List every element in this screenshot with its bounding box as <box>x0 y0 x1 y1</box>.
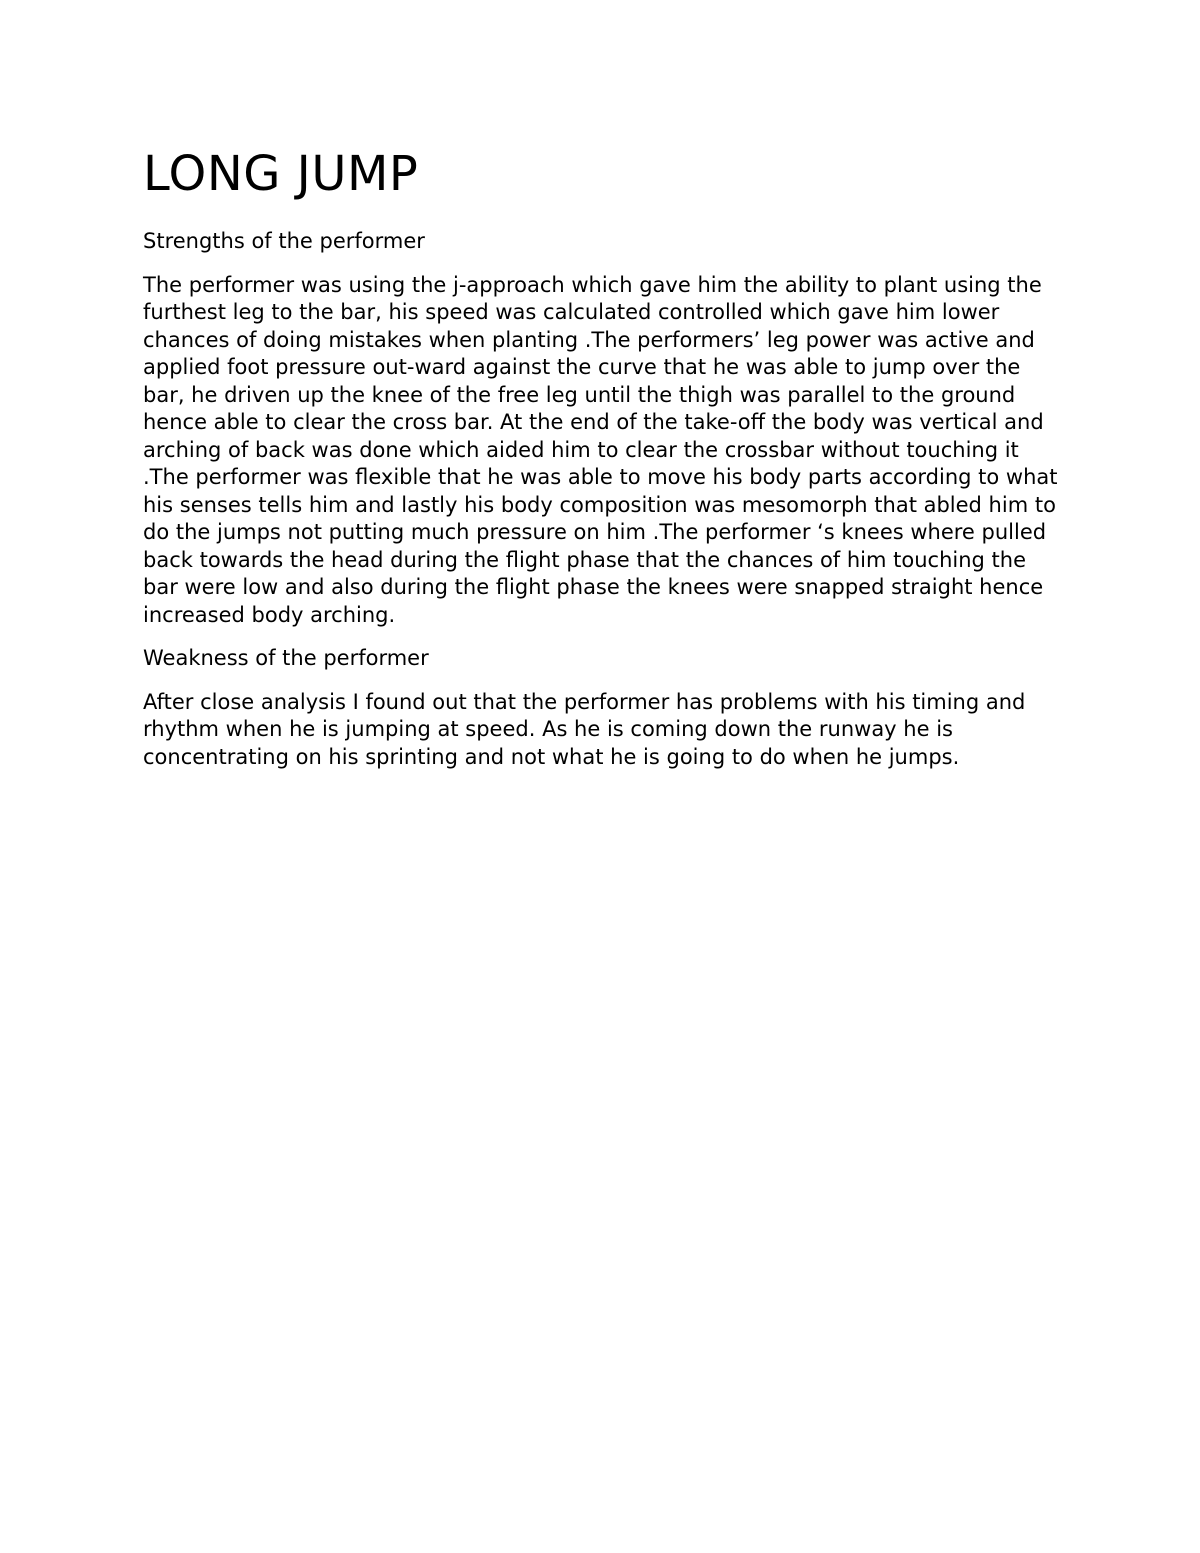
document-content <box>143 142 1063 787</box>
section-heading-strengths: Strengths of the performer <box>143 229 425 253</box>
section-body-weakness: After close analysis I found out that the performer has problems with his timing and rhythm when he is jumping at speed. As he is coming down the runway he is concentrating on his sprinting and not what he is going to do when he jumps. <box>143 689 1026 769</box>
section-body-strengths: The performer was using the j-approach which gave him the ability to plant using the furthest leg to the bar, his speed was calculated controlled which gave him lower chances of doing mistakes when planting .The performers’ leg power was active and applied foot pressure out-ward against the curve that he was able to jump over the bar, he driven up the knee of the free leg until the thigh was parallel to the ground hence able to clear the cross bar. At the end of the take-off the body was vertical and arching of back was done which aided him to clear the crossbar without touching it .The performer was flexible that he was able to move his body parts according to what his senses tells him and lastly his body composition was mesomorph that abled him to do the jumps not putting much pressure on him .The performer ‘s knees where pulled back towards the head during the flight phase that the chances of him touching the bar were low and also during the flight phase the knees were snapped straight hence increased body arching. <box>143 272 1058 627</box>
document-title: LONG JUMP <box>143 146 419 202</box>
section-heading-weakness: Weakness of the performer <box>143 646 429 670</box>
